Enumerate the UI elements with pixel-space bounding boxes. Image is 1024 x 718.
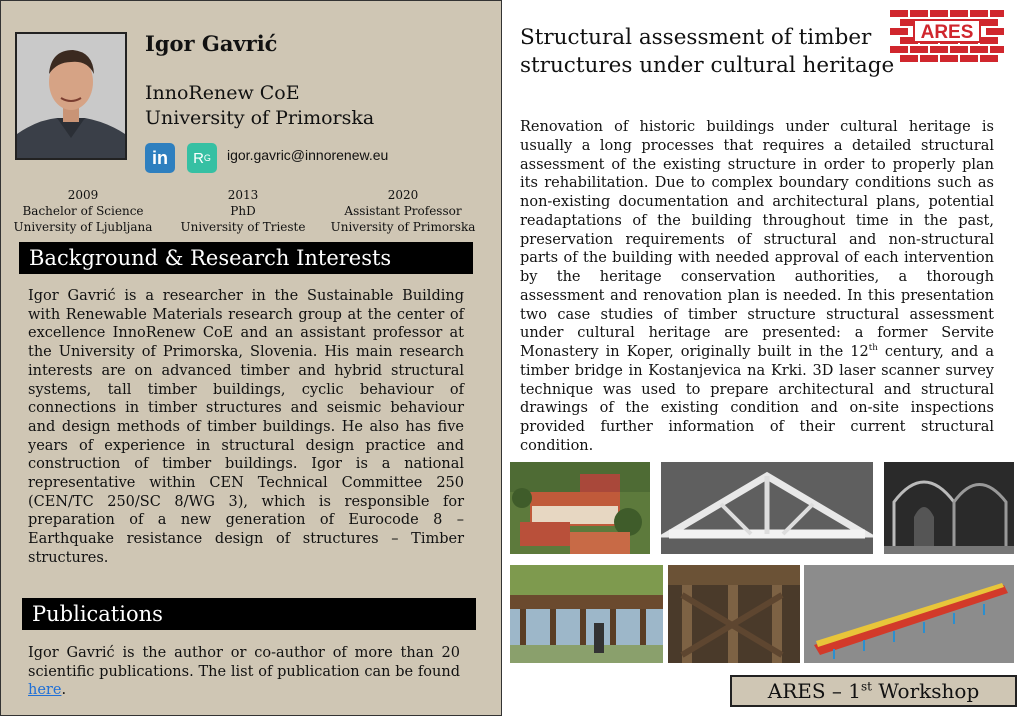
logo-text: ARES [920,22,974,43]
publications-text: Igor Gavrić is the author or co-author of more than 20 scientific publications. The list of publication can be found here. [28,645,460,699]
affiliation-university: University of Primorska [145,107,375,129]
monastery-aerial-image [510,462,650,554]
talk-abstract: Renovation of historic buildings under cultural heritage is usually a long processes that requires a detailed structural assessment of the existing structure in order to properly plan its rehabilitation. Due to complex boundary conditions such as non-existing documentation and architectural plans, potential readaptations of the building throughout time in the past, preservation requirements of structural and non-structural parts of the building with needed approval of each intervention by the heritage conservation authorities, a thorough assessment and renovation plan is needed. In this presentation two case studies of timber structure structural assessment under cultural heritage are presented: a former Servite Monastery in Koper, originally built in the 12th century, and a timber bridge in Kostanjevica na Krki. 3D laser scanner survey technique was used to prepare architectural and structural drawings of the existing condition and on-site inspections provided further information of their current structural condition. [520,119,994,454]
publications-link[interactable]: here [28,682,62,699]
background-heading: Background & Research Interests [19,242,473,274]
timeline-item [323,187,483,235]
timeline-item [3,187,163,235]
timeline-year: 2009 [67,188,99,202]
timeline-degree: Bachelor of Science [22,204,144,218]
timeline-year: 2020 [387,188,419,202]
talk-title: Structural assessment of timber structures under cultural heritage [520,25,895,78]
researchgate-icon[interactable]: R G [187,143,217,173]
timeline-degree: Assistant Professor [344,204,462,218]
speaker-name: Igor Gavrić [145,31,278,56]
speaker-panel [0,0,502,716]
timeline-institution: University of Primorska [330,220,476,234]
workshop-footer: ARES – 1st Workshop [730,675,1017,707]
affiliation-institute: InnoRenew CoE [145,82,300,104]
background-text: Igor Gavrić is a researcher in the Sustainable Building with Renewable Materials research group at the center of excellence InnoRenew CoE and an assistant professor at the University of Primorska, Slovenia. His main research interests are on advanced timber and hybrid structural systems, tall timber buildings, cyclic behaviour of connections in timber structures and seismic behaviour and design methods of timber buildings. He also has five years of experience in structural design practice and construction of timber buildings. Igor is a national representative within CEN Technical Committee 250 (CEN/TC 250/SC 8/WG 3), which is responsible for preparation of a new generation of Eurocode 8 – Earthquake resistance design of structures – Timber structures. [28,288,464,566]
timeline-year: 2013 [227,188,259,202]
timber-bridge-photo [510,565,663,663]
bridge-model-image [804,565,1014,663]
timeline-item [163,187,323,235]
roof-truss-scan-image [661,462,873,554]
timeline-institution: University of Trieste [180,220,306,234]
ares-logo [890,10,1004,66]
publications-heading: Publications [22,598,476,630]
bridge-underside-photo [668,565,800,663]
timeline-institution: University of Ljubljana [13,220,153,234]
speaker-email[interactable]: igor.gavric@innorenew.eu [227,147,389,163]
speaker-affiliation [145,81,374,131]
timeline-degree: PhD [230,204,256,218]
linkedin-icon[interactable]: in [145,143,175,173]
speaker-photo [15,32,127,160]
cloister-scan-image [884,462,1014,554]
